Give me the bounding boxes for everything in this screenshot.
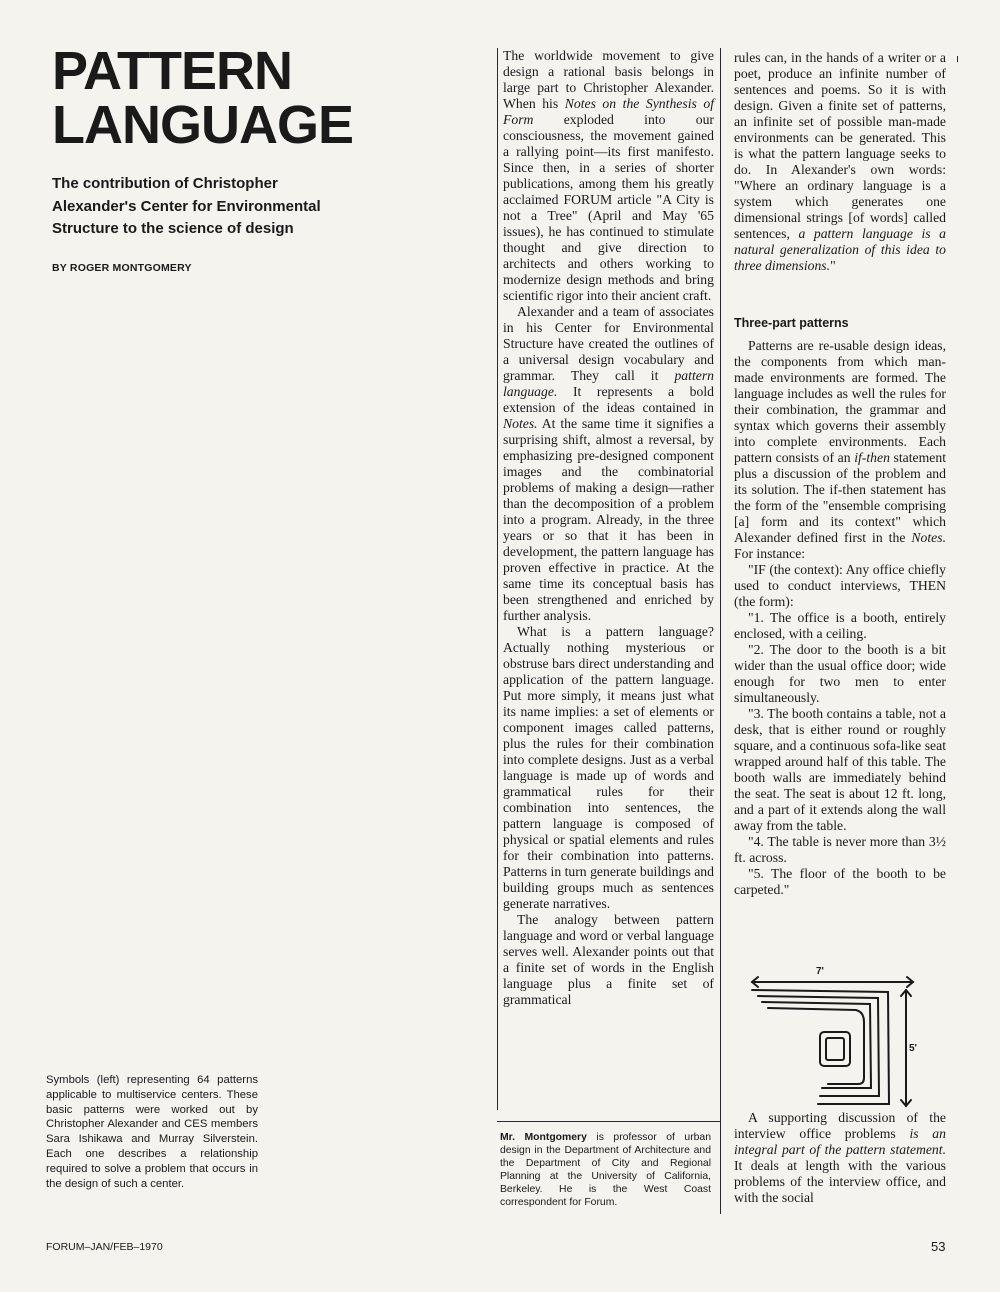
paragraph: A supporting discussion of the interview office problems is an integral part of the pattern statement. It deals at length with the various problems of the interview office, and with the social xyxy=(734,1110,946,1205)
section-subhead: Three-part patterns xyxy=(734,316,849,330)
paragraph: The analogy between pattern language and word or verbal language serves well. Alexander points out that a finite set of words in the English language plus a finite set of grammatical xyxy=(503,912,714,1007)
paragraph: "IF (the context): Any office chiefly used to conduct interviews, THEN (the form): xyxy=(734,562,946,609)
height-dimension-label: 5' xyxy=(909,1043,917,1054)
footer-issue-line: FORUM–JAN/FEB–1970 xyxy=(46,1241,163,1253)
paragraph: "5. The floor of the booth to be carpeted." xyxy=(734,866,946,897)
article-subtitle: The contribution of Christopher Alexander's Center for Environmental Structure to the science of design xyxy=(52,175,321,237)
column-rule-left xyxy=(497,48,498,1110)
page-number: 53 xyxy=(931,1239,946,1254)
paragraph: "3. The booth contains a table, not a desk, that is either round or roughly square, and a continuous sofa-like seat wrapped around half of this table. The booth walls are immediately behind the seat. The seat is about 12 ft. long, and a part of it extends along the wall away from the table. xyxy=(734,706,946,833)
column-rule-right xyxy=(957,56,958,62)
paragraph: "4. The table is never more than 3½ ft. across. xyxy=(734,834,946,865)
paragraph: What is a pattern language? Actually nothing mysterious or obstruse bars direct understanding and application of the pattern language. Put more simply, it means just what its name implies: a set of elements or component images called patterns, plus the rules for their combination into complete designs. Just as a verbal language is made up of words and grammatical rules for their combination into sentences, the pattern language is composed of physical or spatial elements and rules for their combination into patterns. Patterns in turn generate buildings and building groups much as sentences generate narratives. xyxy=(503,624,714,911)
paragraph: Alexander and a team of associates in his Center for Environmental Structure have created the outlines of a universal design vocabulary and grammar. They call it pattern language. It represents a bold extension of the ideas contained in Notes. At the same time it signifies a surprising shift, almost a reversal, by emphasizing pre-designed component images and the combinatorial problems of making a design—rather than the decomposition of a problem into a program. Already, in the three years or so that it has been in development, the pattern language has proven effective in practice. At the same time its conceptual basis has been strengthened and enriched by further analysis. xyxy=(503,304,714,623)
body-column-2-bottom xyxy=(734,1110,946,1206)
bio-divider xyxy=(497,1121,721,1122)
booth-plan-sketch xyxy=(748,968,948,1108)
paragraph: rules can, in the hands of a writer or a poet, produce an infinite number of sentences and poems. So it is with design. Given a finite set of patterns, an infinite set of possible man-made environments can be generated. This is what the pattern language seeks to do. In Alexander's own words: "Where an ordinary language is a system which generates one dimensional strings [of words] called sentences, a pattern language is a natural generalization of this idea to three dimensions." xyxy=(734,50,946,273)
byline: BY ROGER MONTGOMERY xyxy=(52,262,192,274)
body-column-2-top xyxy=(734,50,946,274)
column-rule-middle xyxy=(720,48,721,1214)
body-column-2-middle xyxy=(734,338,946,898)
figure-caption: Symbols (left) representing 64 patterns applicable to multiservice centers. These basic patterns were worked out by Christopher Alexander and CES members Sara Ishikawa and Murray Silverstein. Each one describes a relationship required to solve a problem that occurs in the design of such a center. xyxy=(46,1074,258,1190)
width-dimension-label: 7' xyxy=(816,966,824,977)
paragraph: Patterns are re-usable design ideas, the components from which man-made environments are formed. The language includes as well the rules for their combination, the grammar and syntax which governs their assembly into complete environments. Each pattern consists of an if-then statement plus a discussion of the problem and its solution. The if-then statement has the form of the "ensemble comprising [a] form and its context" which Alexander defined first in the Notes. For instance: xyxy=(734,338,947,561)
paragraph: The worldwide movement to give design a rational basis belongs in large part to Christopher Alexander. When his Notes on the Synthesis of Form exploded into our consciousness, the movement gained a rallying point—its first manifesto. Since then, in a series of shorter publications, among them his greatly acclaimed FORUM article "A City is not a Tree" (April and May '65 issues), he has continued to stimulate thought and give direction to architects and others working to modernize design methods and bring scientific rigor into their ancient craft. xyxy=(503,48,714,303)
paragraph: "2. The door to the booth is a bit wider than the usual office door; wide enough for two men to enter simultaneously. xyxy=(734,642,946,705)
title-line-1: PATTERN xyxy=(52,41,292,101)
author-bio: Mr. Montgomery is professor of urban design in the Department of Architecture and the Department of City and Regional Planning at the University of California, Berkeley. He is the West Coast correspondent for Forum. xyxy=(500,1132,711,1208)
article-title xyxy=(52,41,372,155)
title-line-2: LANGUAGE xyxy=(52,95,353,155)
paragraph: "1. The office is a booth, entirely enclosed, with a ceiling. xyxy=(734,610,946,641)
body-column-1 xyxy=(503,48,714,1008)
